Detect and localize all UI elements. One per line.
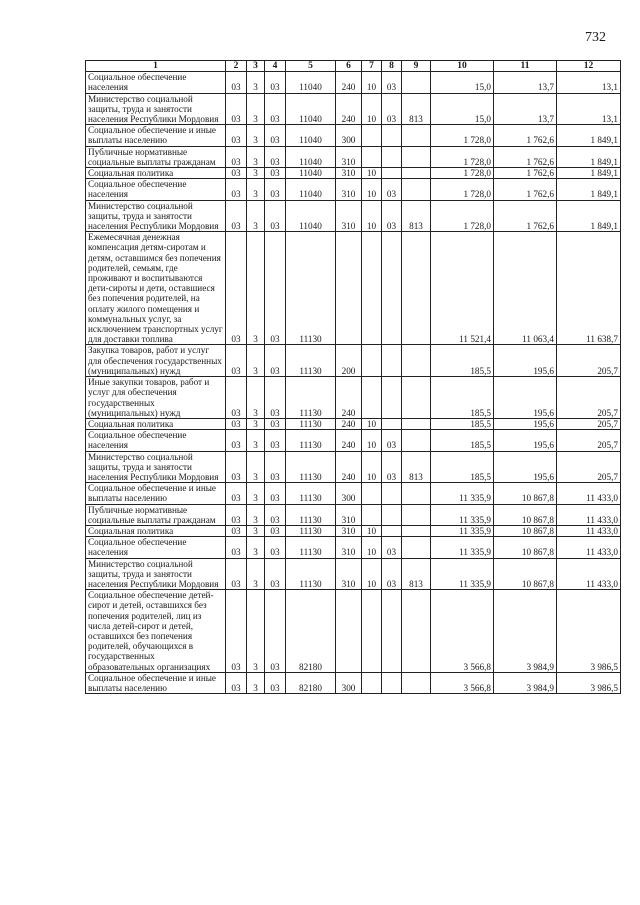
amount-cell: 11 335,9: [431, 525, 494, 536]
code-cell: [402, 525, 431, 536]
code-cell: 11040: [286, 168, 336, 179]
code-cell: [382, 146, 402, 167]
amount-cell: 11 638,7: [557, 232, 621, 345]
budget-table: [85, 60, 621, 694]
code-cell: 11130: [286, 558, 336, 590]
code-cell: 813: [402, 451, 431, 483]
code-cell: 11130: [286, 483, 336, 504]
code-cell: [382, 504, 402, 525]
amount-cell: 1 849,1: [557, 125, 621, 146]
code-cell: 10: [362, 525, 382, 536]
code-cell: 310: [336, 558, 362, 590]
code-cell: 03: [226, 504, 247, 525]
code-cell: 11130: [286, 451, 336, 483]
amount-cell: 1 849,1: [557, 179, 621, 200]
row-name: Социальное обеспечение населения: [86, 72, 226, 93]
code-cell: 03: [265, 525, 286, 536]
amount-cell: 205,7: [557, 345, 621, 377]
column-header: 12: [557, 61, 621, 72]
code-cell: 3: [247, 200, 265, 232]
code-cell: 03: [226, 179, 247, 200]
table-header-row: [86, 61, 621, 72]
code-cell: 03: [382, 430, 402, 451]
amount-cell: 10 867,8: [494, 537, 557, 558]
code-cell: 03: [265, 483, 286, 504]
code-cell: [402, 418, 431, 429]
code-cell: 300: [336, 125, 362, 146]
table-row: [86, 483, 621, 504]
amount-cell: 11 433,0: [557, 483, 621, 504]
row-name: Министерство социальной защиты, труда и занятости населения Республики Мордовия: [86, 451, 226, 483]
code-cell: 03: [226, 483, 247, 504]
table-row: [86, 672, 621, 693]
code-cell: [402, 430, 431, 451]
amount-cell: 185,5: [431, 345, 494, 377]
code-cell: [336, 590, 362, 673]
table-row: [86, 504, 621, 525]
table-row: [86, 93, 621, 125]
code-cell: [382, 672, 402, 693]
code-cell: 10: [362, 537, 382, 558]
code-cell: [362, 345, 382, 377]
code-cell: 3: [247, 558, 265, 590]
code-cell: [382, 345, 402, 377]
column-header: 2: [226, 61, 247, 72]
code-cell: 03: [226, 72, 247, 93]
amount-cell: 205,7: [557, 418, 621, 429]
table-row: [86, 125, 621, 146]
code-cell: 03: [265, 125, 286, 146]
code-cell: [362, 146, 382, 167]
code-cell: [402, 504, 431, 525]
code-cell: 11040: [286, 146, 336, 167]
table-row: [86, 525, 621, 536]
code-cell: 03: [226, 232, 247, 345]
code-cell: 10: [362, 430, 382, 451]
code-cell: [402, 232, 431, 345]
amount-cell: 11 433,0: [557, 525, 621, 536]
amount-cell: 11 433,0: [557, 558, 621, 590]
amount-cell: 185,5: [431, 377, 494, 419]
code-cell: 03: [226, 345, 247, 377]
code-cell: [382, 590, 402, 673]
code-cell: 3: [247, 537, 265, 558]
amount-cell: 1 728,0: [431, 146, 494, 167]
code-cell: [382, 377, 402, 419]
amount-cell: 13,1: [557, 72, 621, 93]
amount-cell: 1 762,6: [494, 179, 557, 200]
code-cell: [402, 537, 431, 558]
code-cell: 03: [265, 558, 286, 590]
amount-cell: 1 762,6: [494, 125, 557, 146]
code-cell: 3: [247, 93, 265, 125]
code-cell: 240: [336, 72, 362, 93]
code-cell: 240: [336, 451, 362, 483]
code-cell: 03: [226, 430, 247, 451]
code-cell: 3: [247, 451, 265, 483]
code-cell: 03: [226, 672, 247, 693]
amount-cell: 15,0: [431, 72, 494, 93]
code-cell: [382, 525, 402, 536]
row-name: Закупка товаров, работ и услуг для обеспечения государственных (муниципальных) нужд: [86, 345, 226, 377]
code-cell: 03: [226, 525, 247, 536]
amount-cell: 11 335,9: [431, 504, 494, 525]
code-cell: 10: [362, 418, 382, 429]
code-cell: 3: [247, 179, 265, 200]
code-cell: 03: [382, 93, 402, 125]
amount-cell: 195,6: [494, 345, 557, 377]
code-cell: 10: [362, 558, 382, 590]
table-row: [86, 558, 621, 590]
column-header: 3: [247, 61, 265, 72]
code-cell: [336, 232, 362, 345]
amount-cell: 13,1: [557, 93, 621, 125]
code-cell: 03: [226, 558, 247, 590]
table-row: [86, 418, 621, 429]
column-header: 1: [86, 61, 226, 72]
code-cell: 03: [265, 168, 286, 179]
code-cell: 3: [247, 72, 265, 93]
code-cell: 03: [265, 537, 286, 558]
code-cell: [402, 168, 431, 179]
code-cell: 03: [382, 72, 402, 93]
amount-cell: 3 984,9: [494, 672, 557, 693]
table-row: [86, 179, 621, 200]
row-name: Министерство социальной защиты, труда и занятости населения Республики Мордовия: [86, 93, 226, 125]
code-cell: [362, 504, 382, 525]
code-cell: 200: [336, 345, 362, 377]
code-cell: [362, 377, 382, 419]
column-header: 6: [336, 61, 362, 72]
row-name: Социальное обеспечение населения: [86, 179, 226, 200]
code-cell: [402, 377, 431, 419]
code-cell: 11130: [286, 504, 336, 525]
code-cell: 240: [336, 418, 362, 429]
code-cell: 813: [402, 200, 431, 232]
code-cell: 310: [336, 146, 362, 167]
amount-cell: 3 984,9: [494, 590, 557, 673]
amount-cell: 185,5: [431, 418, 494, 429]
code-cell: 11130: [286, 525, 336, 536]
code-cell: 813: [402, 93, 431, 125]
code-cell: 11130: [286, 232, 336, 345]
column-header: 7: [362, 61, 382, 72]
code-cell: 310: [336, 179, 362, 200]
row-name: Министерство социальной защиты, труда и занятости населения Республики Мордовия: [86, 558, 226, 590]
code-cell: 3: [247, 590, 265, 673]
amount-cell: 13,7: [494, 93, 557, 125]
code-cell: 240: [336, 377, 362, 419]
amount-cell: 10 867,8: [494, 483, 557, 504]
amount-cell: 195,6: [494, 377, 557, 419]
code-cell: 3: [247, 504, 265, 525]
column-header: 9: [402, 61, 431, 72]
code-cell: 300: [336, 672, 362, 693]
code-cell: 10: [362, 72, 382, 93]
code-cell: [402, 483, 431, 504]
code-cell: 3: [247, 146, 265, 167]
code-cell: 03: [265, 146, 286, 167]
amount-cell: 3 566,8: [431, 590, 494, 673]
code-cell: 11130: [286, 418, 336, 429]
row-name: Социальная политика: [86, 168, 226, 179]
code-cell: 03: [265, 345, 286, 377]
amount-cell: 10 867,8: [494, 558, 557, 590]
code-cell: 310: [336, 525, 362, 536]
amount-cell: 11 521,4: [431, 232, 494, 345]
code-cell: 03: [382, 179, 402, 200]
code-cell: 11130: [286, 345, 336, 377]
amount-cell: 11 433,0: [557, 504, 621, 525]
amount-cell: 1 849,1: [557, 146, 621, 167]
column-header: 4: [265, 61, 286, 72]
amount-cell: 11 063,4: [494, 232, 557, 345]
code-cell: [402, 590, 431, 673]
code-cell: 03: [265, 672, 286, 693]
amount-cell: 1 728,0: [431, 168, 494, 179]
code-cell: 03: [265, 200, 286, 232]
table-row: [86, 377, 621, 419]
code-cell: [402, 146, 431, 167]
code-cell: 11040: [286, 125, 336, 146]
code-cell: 03: [382, 537, 402, 558]
table-row: [86, 430, 621, 451]
code-cell: 3: [247, 418, 265, 429]
code-cell: 03: [265, 430, 286, 451]
code-cell: 11040: [286, 72, 336, 93]
code-cell: 240: [336, 93, 362, 125]
table-row: [86, 590, 621, 673]
amount-cell: 10 867,8: [494, 504, 557, 525]
amount-cell: 1 728,0: [431, 125, 494, 146]
amount-cell: 185,5: [431, 451, 494, 483]
code-cell: 10: [362, 93, 382, 125]
amount-cell: 205,7: [557, 451, 621, 483]
code-cell: [402, 179, 431, 200]
amount-cell: 1 728,0: [431, 200, 494, 232]
code-cell: [402, 345, 431, 377]
code-cell: [382, 418, 402, 429]
table-row: [86, 537, 621, 558]
row-name: Социальное обеспечение и иные выплаты населению: [86, 672, 226, 693]
code-cell: 3: [247, 525, 265, 536]
code-cell: 11130: [286, 377, 336, 419]
code-cell: 3: [247, 345, 265, 377]
table-row: [86, 168, 621, 179]
row-name: Публичные нормативные социальные выплаты гражданам: [86, 146, 226, 167]
code-cell: 813: [402, 558, 431, 590]
code-cell: [382, 483, 402, 504]
code-cell: 310: [336, 168, 362, 179]
code-cell: 10: [362, 168, 382, 179]
code-cell: [402, 72, 431, 93]
row-name: Социальное обеспечение и иные выплаты населению: [86, 483, 226, 504]
code-cell: 03: [382, 558, 402, 590]
code-cell: 3: [247, 430, 265, 451]
code-cell: [362, 483, 382, 504]
code-cell: [362, 590, 382, 673]
code-cell: 11040: [286, 200, 336, 232]
code-cell: 03: [226, 200, 247, 232]
row-name: Социальное обеспечение населения: [86, 430, 226, 451]
row-name: Социальное обеспечение населения: [86, 537, 226, 558]
code-cell: 3: [247, 125, 265, 146]
code-cell: 03: [265, 451, 286, 483]
code-cell: [402, 672, 431, 693]
column-header: 5: [286, 61, 336, 72]
amount-cell: 3 986,5: [557, 672, 621, 693]
row-name: Ежемесячная денежная компенсация детям-сиротам и детям, оставшимся без попечения родителей, семьям, где проживают и воспитываются дети-сироты и дети, оставшиеся без попечения родителей, на оплату жилого помещения и коммунальных услуг, за исключением транспортных услуг для доставки топлива: [86, 232, 226, 345]
code-cell: 3: [247, 232, 265, 345]
code-cell: 3: [247, 483, 265, 504]
table-row: [86, 451, 621, 483]
code-cell: 240: [336, 430, 362, 451]
amount-cell: 11 335,9: [431, 537, 494, 558]
code-cell: [402, 125, 431, 146]
code-cell: 03: [265, 232, 286, 345]
code-cell: 03: [265, 72, 286, 93]
amount-cell: 1 728,0: [431, 179, 494, 200]
row-name: Социальная политика: [86, 525, 226, 536]
amount-cell: 10 867,8: [494, 525, 557, 536]
code-cell: 03: [226, 377, 247, 419]
code-cell: 03: [226, 451, 247, 483]
amount-cell: 1 762,6: [494, 168, 557, 179]
code-cell: 03: [265, 418, 286, 429]
code-cell: 03: [265, 590, 286, 673]
amount-cell: 195,6: [494, 430, 557, 451]
code-cell: 300: [336, 483, 362, 504]
code-cell: 03: [382, 451, 402, 483]
code-cell: [382, 125, 402, 146]
code-cell: 10: [362, 451, 382, 483]
amount-cell: 11 335,9: [431, 558, 494, 590]
column-header: 8: [382, 61, 402, 72]
code-cell: 03: [226, 168, 247, 179]
code-cell: 3: [247, 168, 265, 179]
table-row: [86, 345, 621, 377]
amount-cell: 1 849,1: [557, 200, 621, 232]
row-name: Публичные нормативные социальные выплаты гражданам: [86, 504, 226, 525]
amount-cell: 3 986,5: [557, 590, 621, 673]
amount-cell: 1 762,6: [494, 146, 557, 167]
table-row: [86, 200, 621, 232]
code-cell: 310: [336, 504, 362, 525]
code-cell: 03: [265, 504, 286, 525]
amount-cell: 195,6: [494, 451, 557, 483]
amount-cell: 205,7: [557, 377, 621, 419]
row-name: Социальное обеспечение и иные выплаты населению: [86, 125, 226, 146]
row-name: Иные закупки товаров, работ и услуг для обеспечения государственных (муниципальных) нужд: [86, 377, 226, 419]
code-cell: 03: [265, 179, 286, 200]
code-cell: 11130: [286, 537, 336, 558]
code-cell: 03: [226, 590, 247, 673]
code-cell: 03: [226, 146, 247, 167]
row-name: Министерство социальной защиты, труда и занятости населения Республики Мордовия: [86, 200, 226, 232]
code-cell: 3: [247, 377, 265, 419]
amount-cell: 15,0: [431, 93, 494, 125]
code-cell: 3: [247, 672, 265, 693]
code-cell: 310: [336, 200, 362, 232]
code-cell: 11040: [286, 93, 336, 125]
table-row: [86, 72, 621, 93]
code-cell: 03: [226, 418, 247, 429]
amount-cell: 1 849,1: [557, 168, 621, 179]
code-cell: 10: [362, 179, 382, 200]
code-cell: 82180: [286, 672, 336, 693]
code-cell: 11040: [286, 179, 336, 200]
code-cell: 10: [362, 200, 382, 232]
amount-cell: 1 762,6: [494, 200, 557, 232]
amount-cell: 205,7: [557, 430, 621, 451]
code-cell: [382, 168, 402, 179]
amount-cell: 3 566,8: [431, 672, 494, 693]
row-name: Социальная политика: [86, 418, 226, 429]
row-name: Социальное обеспечение детей-сирот и детей, оставшихся без попечения родителей, лиц из числа детей-сирот и детей, оставшихся без попечения родителей, обучающихся в государственных образовательных организациях: [86, 590, 226, 673]
table-row: [86, 146, 621, 167]
amount-cell: 11 433,0: [557, 537, 621, 558]
code-cell: [362, 232, 382, 345]
table-row: [86, 232, 621, 345]
code-cell: 03: [226, 537, 247, 558]
code-cell: 03: [382, 200, 402, 232]
code-cell: 03: [265, 93, 286, 125]
amount-cell: 185,5: [431, 430, 494, 451]
code-cell: [362, 672, 382, 693]
code-cell: 03: [265, 377, 286, 419]
code-cell: [382, 232, 402, 345]
code-cell: 11130: [286, 430, 336, 451]
code-cell: 310: [336, 537, 362, 558]
amount-cell: 195,6: [494, 418, 557, 429]
code-cell: 03: [226, 93, 247, 125]
code-cell: [362, 125, 382, 146]
amount-cell: 13,7: [494, 72, 557, 93]
column-header: 10: [431, 61, 494, 72]
code-cell: 82180: [286, 590, 336, 673]
page-number: 732: [585, 30, 606, 45]
column-header: 11: [494, 61, 557, 72]
amount-cell: 11 335,9: [431, 483, 494, 504]
code-cell: 03: [226, 125, 247, 146]
